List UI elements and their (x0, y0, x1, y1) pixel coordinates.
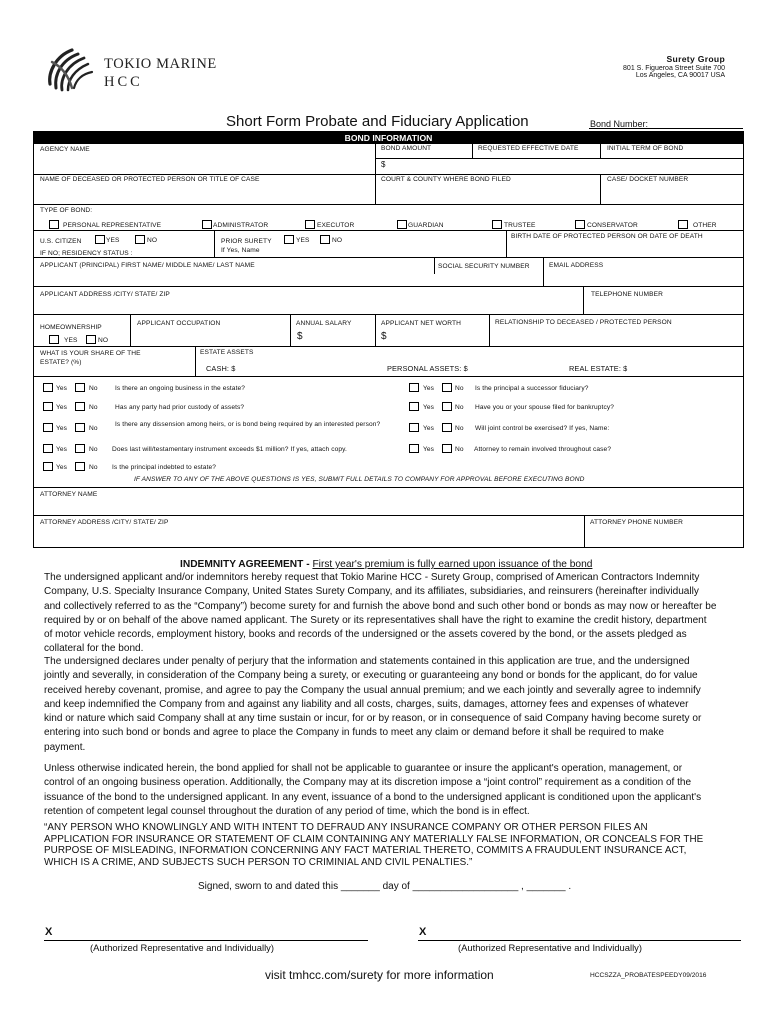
bond-amount-dollar: $ (381, 160, 386, 169)
bond-info-header (34, 132, 743, 144)
para3-line: retention of competent legal counsel throughout the duration of any period of time, which the bond is in effect. (44, 805, 530, 817)
r2-yes-checkbox[interactable] (409, 402, 419, 411)
para3-line: issuance of the bond to the undersigned applicant. In any event, issuance of a bond to the undersigned applicant is conditioned upon the applicant's (44, 791, 702, 803)
para2-line: entering into such bond or bonds and agree to place the Company in funds to meet any claim or demand before it shall be required to make (44, 727, 664, 739)
type-of-bond-label: TYPE OF BOND: (40, 207, 93, 214)
attorney-name-label: ATTORNEY NAME (40, 491, 98, 498)
q4-no-label: No (89, 446, 98, 453)
para2-line: jointly and severally, in consideration of the Company being a surety, or executing or guaranteeing any bond or bonds for the applicant, do for value (44, 670, 698, 682)
signature-x-left: X (45, 926, 53, 938)
q2-yes-checkbox[interactable] (43, 402, 53, 411)
type-personal-rep: PERSONAL REPRESENTATIVE (63, 222, 162, 229)
company-logo (42, 44, 98, 94)
para1-line: The undersigned applicant and/or indemnitors hereby request that Tokio Marine HCC - Surety Group, comprised of American Contractors Indemnity (44, 572, 700, 583)
q5-yes-label: Yes (56, 464, 68, 471)
indemnity-paragraph-2 (44, 655, 724, 755)
signed-sworn-line[interactable]: Signed, sworn to and dated this _______ day of ___________________ , _______ . (198, 881, 572, 892)
salary-dollar: $ (297, 331, 303, 342)
questions-note: IF ANSWER TO ANY OF THE ABOVE QUESTIONS IS YES, SUBMIT FULL DETAILS TO COMPANY FOR APPROVAL BEFORE EXECUTING BOND (134, 476, 585, 483)
brand-line-2: HCC (104, 74, 143, 90)
checkbox-home-no[interactable] (86, 335, 96, 344)
bond-information-form (33, 131, 744, 548)
signature-caption-right: (Authorized Representative and Individually) (458, 942, 642, 953)
q2-yes-label: Yes (56, 404, 68, 411)
q2-no-checkbox[interactable] (75, 402, 85, 411)
r4-no-checkbox[interactable] (442, 444, 452, 453)
para1-line: and collectively referred to as the “Company”) become surety for and furnish the above bond and such other bond or bonds as may now or hereafter be (44, 600, 717, 612)
indemnity-paragraph-1 (44, 571, 724, 657)
checkbox-executor[interactable] (305, 220, 315, 229)
r4-text: Attorney to remain involved throughout case? (474, 446, 612, 453)
effective-date-label: REQUESTED EFFECTIVE DATE (478, 145, 579, 152)
q5-no-checkbox[interactable] (75, 462, 85, 471)
signature-caption-left: (Authorized Representative and Individually) (90, 942, 274, 953)
indemnity-title-bold: INDEMNITY AGREEMENT - (180, 559, 313, 570)
case-docket-label: CASE/ DOCKET NUMBER (607, 176, 689, 183)
type-other: OTHER (693, 222, 717, 229)
prior-surety-label: PRIOR SURETY (221, 238, 272, 245)
home-no-label: NO (98, 337, 109, 344)
q5-text: Is the principal indebted to estate? (112, 464, 217, 471)
para2-line: received hereby covenant, promise, and agree to pay the Company the usual annual premium; and we each jointly and severally agree to indemnify (44, 684, 701, 696)
para2-line: The undersigned declares under penalty of perjury that the information and statements contained in this application are true, and the undersigned (44, 656, 690, 667)
checkbox-surety-no[interactable] (320, 235, 330, 244)
estate-assets-label: ESTATE ASSETS (200, 349, 254, 356)
q5-yes-checkbox[interactable] (43, 462, 53, 471)
checkbox-home-yes[interactable] (49, 335, 59, 344)
para1-line: Company, U.S. Specialty Insurance Company, United States Surety Company, and its affiliates, subsidiaries, and reinsurers (hereinafter individually (44, 586, 699, 598)
type-administrator: ADMINISTRATOR (213, 222, 269, 229)
para1-line: collateral for the bond. (44, 643, 144, 655)
citizen-yes-label: YES (106, 237, 120, 244)
occupation-label: APPLICANT OCCUPATION (137, 320, 221, 327)
checkbox-personal-rep[interactable] (49, 220, 59, 229)
para2-line: and keep indemnified the Company from and against any liability and all costs, charges, suits, damages, attorney fees and expenses of whatever (44, 698, 689, 710)
para3-line: Unless otherwise indicated herein, the bond applied for shall not be applicable to guarantee or insure the applicant's operation, management, or (44, 763, 683, 774)
signature-line-left[interactable] (44, 940, 368, 941)
brand-line-1: TOKIO MARINE (104, 56, 217, 72)
q1-yes-label: Yes (56, 385, 68, 392)
q2-text: Has any party had prior custody of assets? (115, 404, 245, 411)
footer-website: visit tmhcc.com/surety for more information (265, 968, 494, 982)
q1-text: Is there an ongoing business in the estate? (115, 385, 246, 392)
fraud-warning (44, 822, 724, 868)
cash-label: CASH: $ (206, 364, 236, 373)
type-guardian: GUARDIAN (408, 222, 444, 229)
attorney-phone-label: ATTORNEY PHONE NUMBER (590, 519, 683, 526)
r3-no-checkbox[interactable] (442, 423, 452, 432)
indemnity-title (180, 559, 592, 570)
q3-yes-checkbox[interactable] (43, 423, 53, 432)
bond-number-label: Bond Number: (590, 119, 649, 129)
checkbox-other[interactable] (678, 220, 688, 229)
para2-line: payment. (44, 741, 86, 753)
q2-no-label: No (89, 404, 98, 411)
deceased-name-label: NAME OF DECEASED OR PROTECTED PERSON OR TITLE OF CASE (40, 176, 260, 183)
checkbox-guardian[interactable] (397, 220, 407, 229)
fraud-line: “ANY PERSON WHO KNOWLINGLY AND WITH INTENT TO DEFRAUD ANY INSURANCE COMPANY OR OTHER PERSON FILES AN (44, 822, 648, 833)
r3-yes-label: Yes (423, 425, 435, 432)
signature-x-right: X (419, 926, 427, 938)
indemnity-paragraph-3 (44, 762, 724, 819)
checkbox-trustee[interactable] (492, 220, 502, 229)
q5-no-label: No (89, 464, 98, 471)
checkbox-citizen-no[interactable] (135, 235, 145, 244)
r4-no-label: No (455, 446, 464, 453)
real-estate-label: REAL ESTATE: $ (569, 364, 628, 373)
company-address (623, 54, 725, 79)
brand-name (104, 56, 217, 91)
r2-no-label: No (455, 404, 464, 411)
personal-assets-label: PERSONAL ASSETS: $ (387, 364, 468, 373)
telephone-label: TELEPHONE NUMBER (591, 291, 663, 298)
r2-text: Have you or your spouse filed for bankruptcy? (475, 404, 615, 411)
r3-no-label: No (455, 425, 464, 432)
net-worth-dollar: $ (381, 331, 387, 342)
fraud-line: PURPOSE OF MISLEADING, INFORMATION CONCERNING ANY FACT MATERIAL THERETO, COMMITS A FRAUDULENT INSURANCE ACT, (44, 845, 687, 856)
court-county-label: COURT & COUNTY WHERE BOND FILED (381, 176, 511, 183)
r1-yes-checkbox[interactable] (409, 383, 419, 392)
citizen-no-label: NO (147, 237, 158, 244)
r2-no-checkbox[interactable] (442, 402, 452, 411)
indemnity-title-underlined: First year's premium is fully earned upon issuance of the bond (312, 559, 593, 570)
q3-text: Is there any dissension among heirs, or is bond being required by an interested person? (115, 421, 381, 428)
ssn-label: SOCIAL SECURITY NUMBER (438, 263, 530, 270)
r4-yes-checkbox[interactable] (409, 444, 419, 453)
annual-salary-label: ANNUAL SALARY (296, 320, 352, 327)
bond-amount-label: BOND AMOUNT (381, 145, 432, 152)
q1-yes-checkbox[interactable] (43, 383, 53, 392)
type-executor: EXECUTOR (317, 222, 355, 229)
fraud-line: APPLICATION FOR INSURANCE OR STATEMENT OF CLAIM CONTAINING ANY MATERIALLY FALSE INFORMATION, OR CONCEALS FOR THE (44, 833, 704, 845)
attorney-address-label: ATTORNEY ADDRESS /CITY/ STATE/ ZIP (40, 519, 169, 526)
birth-date-label: BIRTH DATE OF PROTECTED PERSON OR DATE OF DEATH (511, 233, 703, 240)
q4-yes-label: Yes (56, 446, 68, 453)
r2-yes-label: Yes (423, 404, 435, 411)
type-trustee: TRUSTEE (504, 222, 536, 229)
signature-line-right[interactable] (418, 940, 741, 941)
q4-yes-checkbox[interactable] (43, 444, 53, 453)
footer-form-code: HCCSZZA_PROBATESPEEDY09/2016 (590, 972, 707, 979)
surety-yes-label: YES (296, 237, 310, 244)
q1-no-label: No (89, 385, 98, 392)
address-line-2: Los Angeles, CA 90017 USA (635, 72, 725, 79)
fraud-line: WHICH IS A CRIME, AND SUBJECTS SUCH PERSON TO CRIMINIAL AND CIVIL PENALTIES.” (44, 856, 473, 868)
relationship-label: RELATIONSHIP TO DECEASED / PROTECTED PERSON (495, 319, 672, 326)
net-worth-label: APPLICANT NET WORTH (381, 320, 461, 327)
checkbox-surety-yes[interactable] (284, 235, 294, 244)
para3-line: control of an ongoing business operation. Additionally, the Company may at its discretion impose a “joint control” requirement as a condition of the (44, 777, 692, 789)
company-name: Surety Group (666, 54, 725, 64)
q3-no-label: No (89, 425, 98, 432)
bond-number-line[interactable] (589, 128, 743, 129)
r1-text: Is the principal a successor fiduciary? (475, 385, 589, 392)
surety-no-label: NO (332, 237, 343, 244)
home-yes-label: YES (64, 337, 78, 344)
bond-info-title: BOND INFORMATION (344, 133, 433, 143)
us-citizen-label: U.S. CITIZEN (40, 238, 82, 245)
page-title: Short Form Probate and Fiduciary Application (226, 113, 529, 130)
r3-text: Will joint control be exercised? If yes, Name: (475, 425, 610, 432)
residency-label: IF NO; RESIDENCY STATUS : (40, 250, 133, 257)
r1-no-checkbox[interactable] (442, 383, 452, 392)
share-of-estate-label: WHAT IS YOUR SHARE OF THE ESTATE? (%) (40, 350, 141, 366)
if-yes-name-label: If Yes, Name (221, 247, 260, 254)
para1-line: of motor vehicle records, employment history, books and records of the undersigned or the assets covered by the bond, or the assets pledged as (44, 629, 687, 641)
address-line-1: 801 S. Figueroa Street Suite 700 (623, 65, 725, 72)
r3-yes-checkbox[interactable] (409, 423, 419, 432)
email-label: EMAIL ADDRESS (549, 262, 604, 269)
r1-no-label: No (455, 385, 464, 392)
checkbox-citizen-yes[interactable] (95, 235, 105, 244)
applicant-name-label: APPLICANT (PRINCIPAL) FIRST NAME/ MIDDLE NAME/ LAST NAME (40, 262, 255, 269)
applicant-address-label: APPLICANT ADDRESS /CITY/ STATE/ ZIP (40, 291, 170, 298)
agency-name-label: AGENCY NAME (40, 146, 90, 153)
q4-text: Does last will/testamentary instrument exceeds $1 million? If yes, attach copy. (112, 446, 347, 453)
type-conservator: CONSERVATOR (587, 222, 638, 229)
r4-yes-label: Yes (423, 446, 435, 453)
initial-term-label: INITIAL TERM OF BOND (607, 145, 684, 152)
q3-no-checkbox[interactable] (75, 423, 85, 432)
homeownership-label: HOMEOWNERSHIP (40, 324, 102, 331)
r1-yes-label: Yes (423, 385, 435, 392)
para2-line: kind or nature which said Company shall at any time sustain or incur, for or by reason, or in consequence of said Company having become surety or (44, 713, 702, 725)
para1-line: required by or on behalf of the above named applicant. The Surety or its representatives shall have the right to examine the credit history, department (44, 614, 707, 626)
checkbox-administrator[interactable] (202, 220, 212, 229)
q4-no-checkbox[interactable] (75, 444, 85, 453)
q1-no-checkbox[interactable] (75, 383, 85, 392)
q3-yes-label: Yes (56, 425, 68, 432)
checkbox-conservator[interactable] (575, 220, 585, 229)
